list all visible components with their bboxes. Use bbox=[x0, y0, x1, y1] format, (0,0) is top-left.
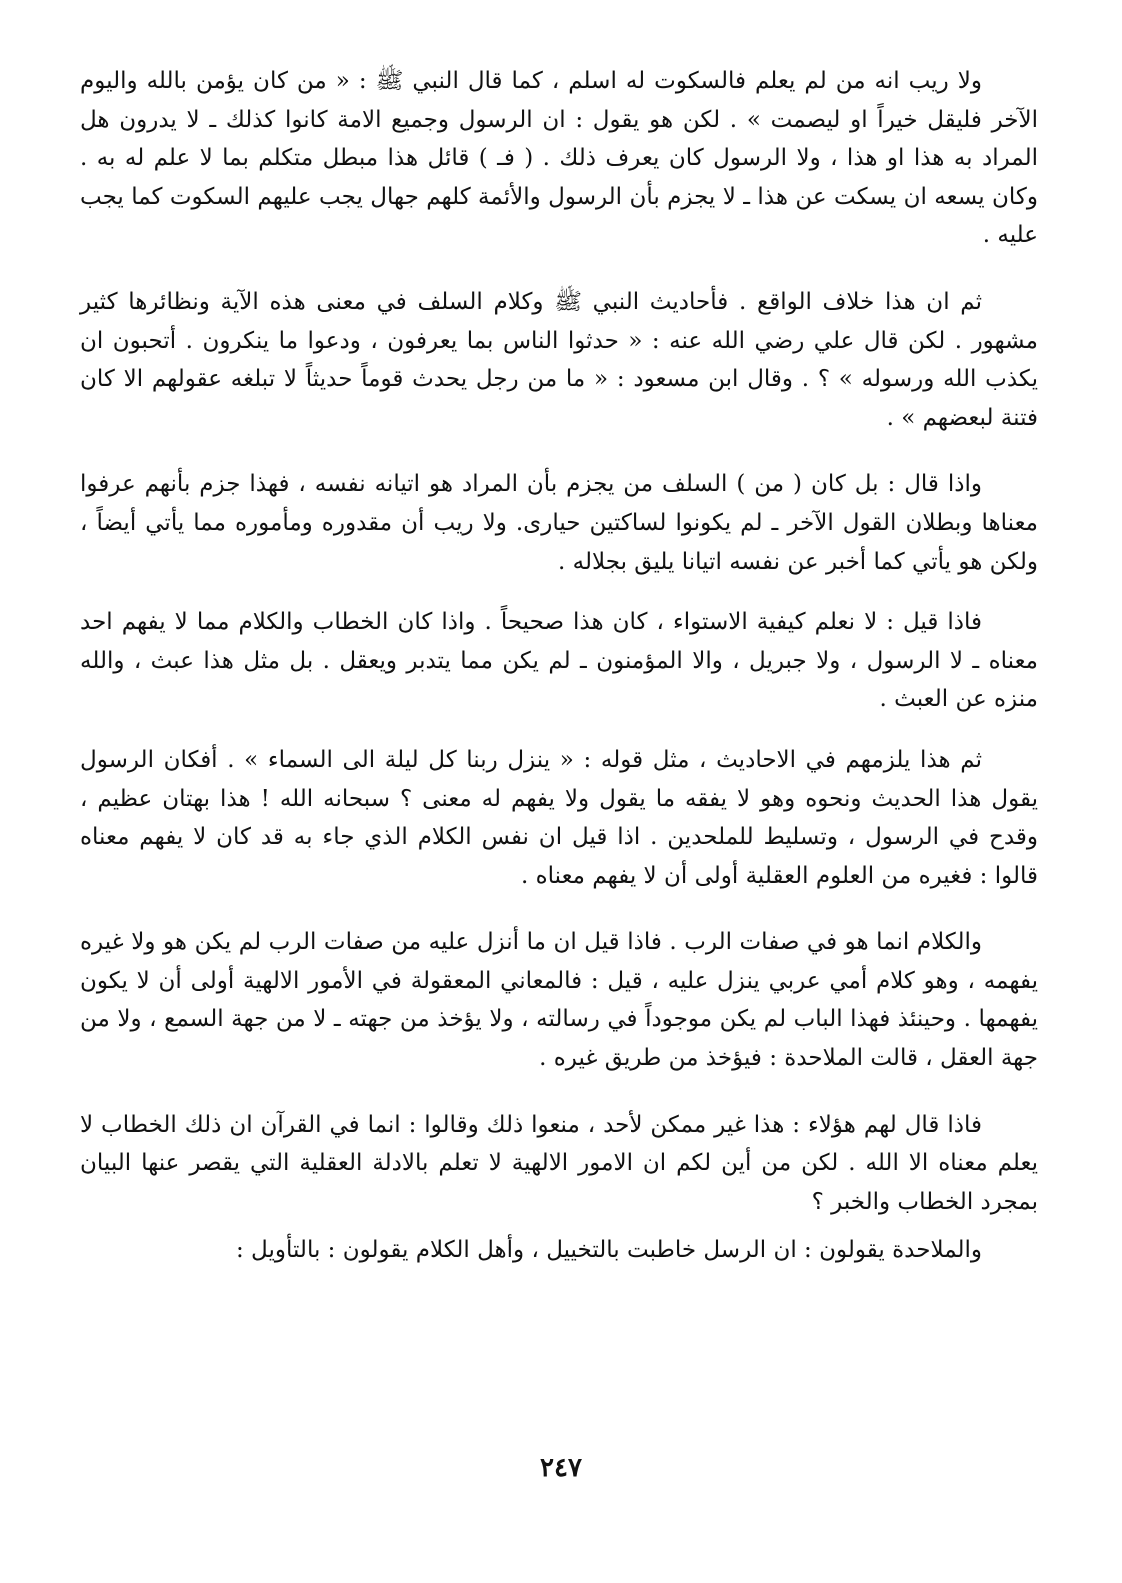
paragraph-6: والكلام انما هو في صفات الرب . فاذا قيل ان ما أنزل عليه من صفات الرب لم يكن هو ولا غيره يفهمه ، وهو كلام أمي عربي ينزل عليه ، قيل : فالمعاني المعقولة في الأمور الالهية أولى أن لا يكون يفهمها . وحينئذ فهذا الباب لم يكن موجوداً في رسالته ، ولا يؤخذ من جهته ـ لا من جهة السمع ، ولا من جهة العقل ، قالت الملاحدة : فيؤخذ من طريق غيره . bbox=[80, 929, 1038, 1072]
paragraph-7: فاذا قال لهم هؤلاء : هذا غير ممكن لأحد ، منعوا ذلك وقالوا : انما في القرآن ان ذلك الخطاب لا يعلم معناه الا الله . لكن من أين لكم ان الامور الالهية لا تعلم بالادلة العقلية التي يقصر عنها البيان بمجرد الخطاب والخبر ؟ bbox=[80, 1111, 1038, 1215]
paragraph-3: واذا قال : بل كان ( من ) السلف من يجزم بأن المراد هو اتيانه نفسه ، فهذا جزم بأنهم عرفوا معناها وبطلان القول الآخر ـ لم يكونوا لساكتين حيارى. ولا ريب أن مقدوره ومأموره مما يأتي أيضاً ، ولكن هو يأتي كما أخبر عن نفسه اتيانا يليق بجلاله . bbox=[80, 471, 1038, 575]
paragraph-4: فاذا قيل : لا نعلم كيفية الاستواء ، كان هذا صحيحاً . واذا كان الخطاب والكلام مما لا يفهم احد معناه ـ لا الرسول ، ولا جبريل ، والا المؤمنون ـ لم يكن مما يتدبر ويعقل . بل مثل هذا عبث ، والله منزه عن العبث . bbox=[80, 609, 1038, 713]
page-number: ٢٤٧ bbox=[540, 1453, 582, 1483]
page-body bbox=[80, 62, 1038, 1270]
paragraph-8: والملاحدة يقولون : ان الرسل خاطبت بالتخييل ، وأهل الكلام يقولون : بالتأويل : bbox=[236, 1237, 982, 1264]
paragraph-1: ولا ريب انه من لم يعلم فالسكوت له اسلم ، كما قال النبي ﷺ : « من كان يؤمن بالله واليوم الآخر فليقل خيراً او ليصمت » . لكن هو يقول : ان الرسول وجميع الامة كانوا كذلك ـ لا يدرون هل المراد به هذا او هذا ، ولا الرسول كان يعرف ذلك . ( فـ ) قائل هذا مبطل متكلم بما لا علم له به . وكان يسعه ان يسكت عن هذا ـ لا يجزم بأن الرسول والأئمة كلهم جهال يجب عليهم السكوت كما يجب عليه . bbox=[80, 68, 1038, 249]
paragraph-5: ثم هذا يلزمهم في الاحاديث ، مثل قوله : « ينزل ربنا كل ليلة الى السماء » . أفكان الرسول يقول هذا الحديث ونحوه وهو لا يفقه ما يقول ولا يفهم له معنى ؟ سبحانه الله ! هذا بهتان عظيم ، وقدح في الرسول ، وتسليط للملحدين . اذا قيل ان نفس الكلام الذي جاء به قد كان لا يفهم معناه قالوا : فغيره من العلوم العقلية أولى أن لا يفهم معناه . bbox=[80, 746, 1039, 889]
paragraph-2: ثم ان هذا خلاف الواقع . فأحاديث النبي ﷺ وكلام السلف في معنى هذه الآية ونظائرها كثير مشهور . لكن قال علي رضي الله عنه : « حدثوا الناس بما يعرفون ، ودعوا ما ينكرون . أتحبون ان يكذب الله ورسوله » ؟ . وقال ابن مسعود : « ما من رجل يحدث قوماً حديثاً لا تبلغه عقولهم الا كان فتنة لبعضهم » . bbox=[80, 288, 1038, 431]
